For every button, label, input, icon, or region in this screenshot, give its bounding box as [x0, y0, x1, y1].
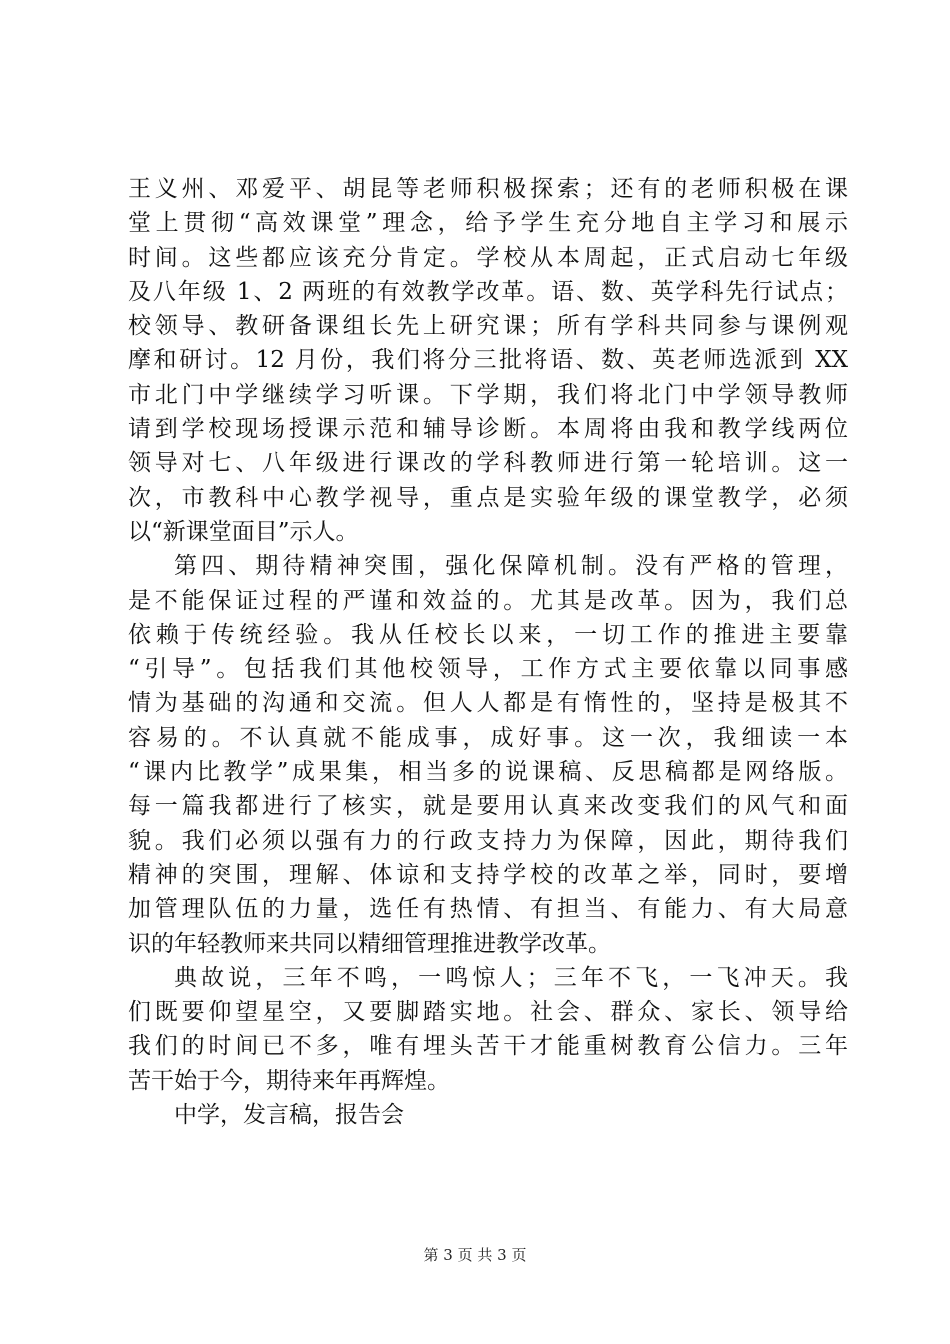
text-line: 时间。这些都应该充分肯定。学校从本周起，正式启动七年级 — [128, 244, 848, 271]
text-line: 次，市教科中心教学视导，重点是实验年级的课堂教学，必须 — [128, 484, 848, 511]
text-line: 摩和研讨。12 月份，我们将分三批将语、数、英老师选派到 XX — [128, 347, 848, 374]
text-line: 情为基础的沟通和交流。但人人都是有惰性的，坚持是极其不 — [128, 690, 848, 717]
page-footer: 第 3 页 共 3 页 — [423, 1246, 527, 1264]
text-line: 领导对七、八年级进行课改的学科教师进行第一轮培训。这一 — [128, 450, 848, 477]
text-line: 我们的时间已不多，唯有埋头苦干才能重树教育公信力。三年 — [128, 1033, 848, 1060]
text-line: 中学，发言稿，报告会 — [174, 1102, 404, 1129]
text-line: 依赖于传统经验。我从任校长以来，一切工作的推进主要靠 — [128, 621, 848, 648]
document-body — [128, 172, 848, 1132]
text-line: 每一篇我都进行了核实，就是要用认真来改变我们的风气和面 — [128, 793, 848, 820]
text-line: 堂上贯彻“高效课堂”理念，给予学生充分地自主学习和展示 — [128, 210, 848, 237]
text-line: 及八年级 1、2 两班的有效教学改革。语、数、英学科先行试点； — [128, 278, 848, 305]
text-line: “课内比教学”成果集，相当多的说课稿、反思稿都是网络版。 — [128, 759, 848, 786]
text-line: 貌。我们必须以强有力的行政支持力为保障，因此，期待我们 — [128, 827, 848, 854]
text-line: 典故说，三年不鸣，一鸣惊人；三年不飞，一飞冲天。我 — [174, 964, 848, 991]
text-line: 第四、期待精神突围，强化保障机制。没有严格的管理， — [174, 553, 848, 580]
text-line: 们既要仰望星空，又要脚踏实地。社会、群众、家长、领导给 — [128, 999, 848, 1026]
text-line: 王义州、邓爱平、胡昆等老师积极探索；还有的老师积极在课 — [128, 176, 848, 202]
text-line: 加管理队伍的力量，选任有热情、有担当、有能力、有大局意 — [128, 896, 848, 923]
text-line: 精神的突围，理解、体谅和支持学校的改革之举，同时，要增 — [128, 861, 848, 888]
text-line: 是不能保证过程的严谨和效益的。尤其是改革。因为，我们总 — [128, 587, 848, 614]
text-line: 请到学校现场授课示范和辅导诊断。本周将由我和教学线两位 — [128, 416, 848, 443]
text-line: “引导”。包括我们其他校领导，工作方式主要依靠以同事感 — [128, 656, 848, 683]
text-line: 苦干始于今，期待来年再辉煌。 — [128, 1067, 450, 1094]
text-line: 以“新课堂面目”示人。 — [128, 518, 359, 545]
text-line: 市北门中学继续学习听课。下学期，我们将北门中学领导教师 — [128, 381, 848, 408]
text-line: 校领导、教研备课组长先上研究课；所有学科共同参与课例观 — [128, 313, 848, 340]
text-line: 容易的。不认真就不能成事，成好事。这一次，我细读一本 — [128, 724, 848, 751]
text-line: 识的年轻教师来共同以精细管理推进教学改革。 — [128, 930, 611, 957]
